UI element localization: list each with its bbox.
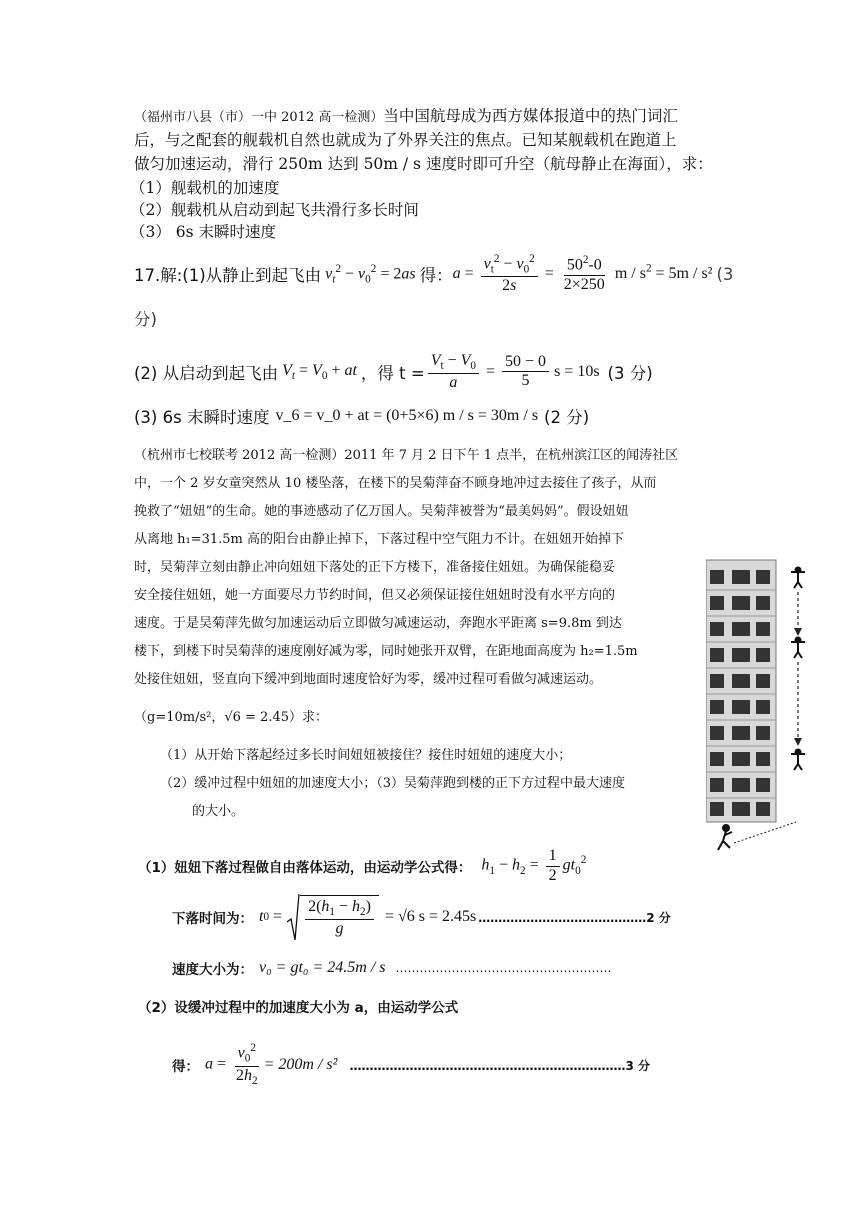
- solution2-step5-dots: ……………………………………………………………3 分: [349, 1058, 650, 1073]
- solution2-step3-eq: v₀ = gt₀ = 24.5m / s: [259, 959, 386, 976]
- solution1-line3-score: (2 分): [544, 408, 590, 427]
- solution2-step5-eq: a = $\frac{v_0^2}{2h_2}$: [205, 1042, 258, 1087]
- solution1-line2-result: s = 10s: [554, 363, 600, 380]
- solution2-step5-label: 得：: [172, 1059, 199, 1075]
- problem1-q2: （2）舰载机从启动到起飞共滑行多长时间: [130, 201, 419, 219]
- solution1-line1-score: (3: [716, 264, 734, 284]
- sqrt-sign-icon: [286, 892, 300, 942]
- solution2-step1: [138, 846, 586, 886]
- solution1-line2-prefix: (2) 从启动到起飞由: [134, 364, 279, 383]
- solution1-line1-eq: $v_t^2 - v_0^2 = 2as$: [325, 262, 416, 286]
- problem1-line2: 后，与之配套的舰载机自然也就成为了外界关注的焦点。已知某舰载机在跑道上: [134, 131, 677, 149]
- solution1-line2-eq: $V_t = V_0$ + at: [282, 361, 357, 383]
- solution2-step2-result: = √6 s = 2.45s: [384, 908, 477, 925]
- solution1-line2-score: (3 分): [607, 364, 653, 383]
- problem2-line2: 中，一个 2 岁女童突然从 10 楼坠落，在楼下的吴菊萍奋不顾身地冲过去接住了孩子，从而: [134, 476, 657, 491]
- solution2-step2: [172, 890, 671, 944]
- solution1-line3: [134, 404, 589, 428]
- problem2-q2: （2）缓冲过程中妞妞的加速度大小；（3）吴菊萍跑到楼的正下方过程中最大速度: [160, 776, 626, 791]
- problem2-line8: 楼下，到楼下时吴菊萍的速度刚好减为零，同时她张开双臂，在距地面高度为 h₂=1.5m: [134, 644, 638, 659]
- solution1-line1-wrap: 分): [134, 310, 157, 329]
- solution1-line3-prefix: (3) 6s 末瞬时速度: [134, 408, 270, 427]
- solution1-line2-frac: $\frac{V_t - V_0}{a}$ = $\frac{50 - 0}{5}$: [425, 352, 552, 392]
- solution1-line1: [134, 252, 733, 296]
- problem1-q3: （3） 6s 末瞬时速度: [130, 223, 277, 241]
- problem2-line5: 时，吴菊萍立刻由静止冲向妞妞下落处的正下方楼下，准备接住妞妞。为确保能稳妥: [134, 560, 616, 575]
- solution1-line1-frac: a = $\frac{v_t^2 - v_0^2}{2s}$ = $\frac{50^2-0}{2\times 250}$ m / $s^2$: [452, 252, 652, 294]
- solution1-line1-result: = 5m / s²: [655, 265, 713, 282]
- problem2-line7: 速度。于是吴菊萍先做匀加速运动后立即做匀减速运动，奔跑水平距离 s=9.8m 到达: [134, 616, 622, 631]
- problem2-line6: 安全接住妞妞，她一方面要尽力节约时间，但又必须保证接住妞妞时没有水平方向的: [134, 588, 616, 603]
- solution2-step4: （2）设缓冲过程中的加速度大小为 a，由运动学公式: [138, 1000, 459, 1016]
- problem2-line9: 处接住妞妞，竖直向下缓冲到地面时速度恰好为零，缓冲过程可看做匀减速运动。: [134, 672, 603, 687]
- solution2-step5-result: = 200m / s²: [263, 1056, 338, 1073]
- problem1-line1: [134, 104, 678, 130]
- solution2-step2-dots: ……………………………………2 分: [478, 910, 671, 925]
- problem1-line3: 做匀加速运动，滑行 250m 达到 50m / s 速度时即可升空（航母静止在海面），求：: [134, 155, 713, 173]
- problem1-text: 当中国航母成为西方媒体报道中的热门词汇: [383, 107, 678, 125]
- sqrt-content: $\frac{2(h_1 - h_2)}{g}$: [300, 895, 379, 938]
- solution2-step1-eq: $h_1 - h_2$ = $\frac{1}{2}$ $gt_0^2$: [481, 847, 587, 884]
- problem1-q1: （1）舰载机的加速度: [130, 179, 280, 197]
- solution2-step2-eq: t 0 = $\frac{2(h_1 - h_2)}{g}$: [259, 892, 379, 942]
- problem2-line1: （杭州市七校联考 2012 高一检测）2011 年 7 月 2 日下午 1 点半，在杭州滨江区的闻涛社区: [134, 448, 679, 463]
- solution2-step3-label: 速度大小为：: [172, 962, 253, 978]
- problem2-q2b: 的大小。: [192, 804, 245, 819]
- problem2-line3: 挽救了“妞妞”的生命。她的事迹感动了亿万国人。吴菊萍被誉为“最美妈妈”。假设妞妞: [134, 504, 629, 519]
- problem2-line4: 从离地 h₁=31.5m 高的阳台由静止掉下，下落过程中空气阻力不计。在妞妞开始掉下: [134, 532, 625, 547]
- solution1-line3-eq: v_6 = v_0 + at = (0+5×6) m / s = 30m / s: [275, 407, 539, 424]
- solution1-line2: [134, 350, 653, 394]
- solution2-step2-label: 下落时间为：: [172, 911, 253, 927]
- problem2-given: （g=10m/s²，√6 = 2.45）求：: [134, 710, 329, 725]
- solution2-step3: [172, 956, 612, 980]
- solution2-step1-text: （1）妞妞下落过程做自由落体运动，由运动学公式得：: [138, 860, 472, 876]
- solution2-step3-dots: ………………………………………………: [395, 961, 612, 975]
- solution1-line1-prefix: 17.解:(1)从静止到起飞由: [134, 266, 322, 285]
- building-photo: [706, 556, 816, 856]
- solution1-line2-mid: ，得 t =: [360, 364, 425, 383]
- solution1-line1-mid: 得：: [419, 266, 453, 285]
- problem2-q1: （1）从开始下落起经过多长时间妞妞被接住？接住时妞妞的速度大小；: [160, 748, 572, 763]
- problem1-source: （福州市八县（市）一中 2012 高一检测）: [134, 110, 384, 125]
- solution2-step5: [172, 1040, 650, 1090]
